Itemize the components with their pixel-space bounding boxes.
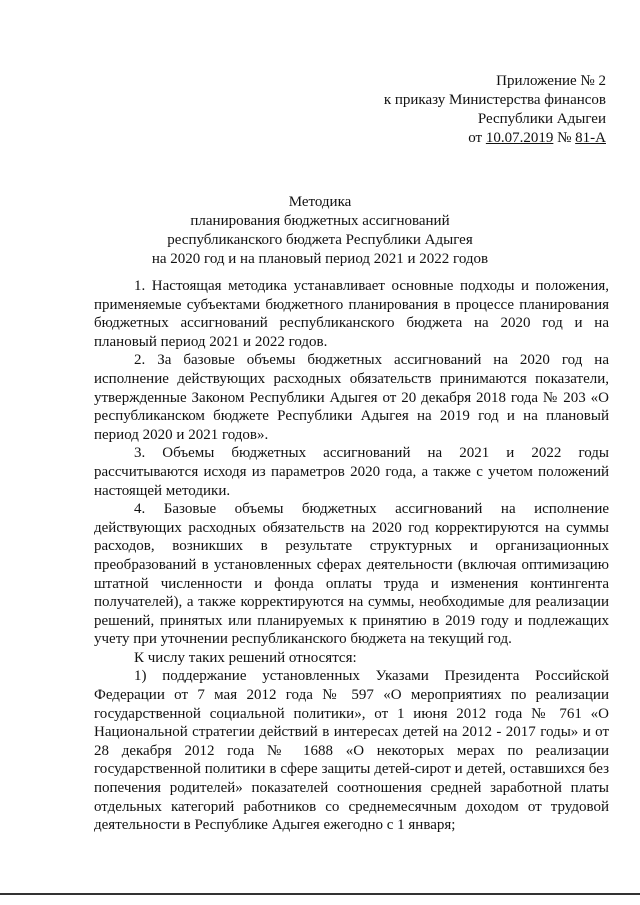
annex-order-ref: к приказу Министерства финансов	[383, 92, 606, 108]
order-date: 10.07.2019	[485, 130, 554, 146]
order-number: 81-А	[575, 130, 606, 146]
scan-bottom-edge	[0, 893, 640, 895]
document-body	[94, 277, 609, 835]
title-line-1: Методика	[288, 194, 352, 210]
annex-date-number	[306, 129, 606, 148]
paragraph-decisions-intro: К числу таких решений относятся:	[134, 649, 357, 666]
paragraph-4: 4. Базовые объемы бюджетных ассигнований на исполнение действующих расходных обязательств на 2020 год корректируются на суммы расходов, возникших в результате структурных и организационных преобразований в установленных сферах деятельности (включая оптимизацию штатной численности и фонда оплаты труда и изменения контингента получателей), а также корректируются на суммы, необходимые для реализации решений, принятых или планируемых к принятию в 2019 году и подлежащих учету при уточнении республиканского бюджета на текущий год.	[94, 501, 609, 648]
number-prefix: №	[557, 130, 572, 146]
title-line-4: на 2020 год и на плановый период 2021 и 2022 годов	[151, 251, 489, 267]
paragraph-2: 2. За базовые объемы бюджетных ассигнований на 2020 год на исполнение действующих расходных обязательств принимаются показатели, утвержденные Законом Республики Адыгея от 20 декабря 2018 года № 203 «О республиканском бюджете Республики Адыгея на 2019 год и на плановый период 2020 и 2021 годов».	[94, 352, 609, 443]
document-title	[90, 193, 550, 269]
paragraph-3: 3. Объемы бюджетных ассигнований на 2021 и 2022 годы рассчитываются исходя из параметров 2020 года, а также с учетом положений настоящей методики.	[94, 445, 609, 499]
annex-republic: Республики Адыгеи	[477, 111, 606, 127]
paragraph-item-1: 1) поддержание установленных Указами Президента Российской Федерации от 7 мая 2012 года № 597 «О мероприятиях по реализации государственной социальной политики», от 1 июня 2012 года № 761 «О Национальной стратегии действий в интересах детей на 2012 - 2017 годы» и от 28 декабря 2012 года № 1688 «О некоторых мерах по реализации государственной политики в сфере защиты детей-сирот и детей, оставшихся без попечения родителей» показателей соотношения средней заработной платы отдельных категорий работников со среднемесячным доходом от трудовой деятельности в Республике Адыгея ежегодно с 1 января;	[94, 668, 609, 834]
title-line-3: республиканского бюджета Республики Адыгея	[167, 232, 473, 248]
title-line-2: планирования бюджетных ассигнований	[190, 213, 450, 229]
annex-title: Приложение № 2	[496, 73, 606, 89]
annex-header	[306, 72, 606, 148]
paragraph-1: 1. Настоящая методика устанавливает основные подходы и положения, применяемые субъектами бюджетного планирования в процессе планирования бюджетных ассигнований республиканского бюджета на 2020 год и на плановый период 2021 и 2022 годов.	[94, 278, 609, 350]
date-prefix: от	[468, 130, 483, 146]
